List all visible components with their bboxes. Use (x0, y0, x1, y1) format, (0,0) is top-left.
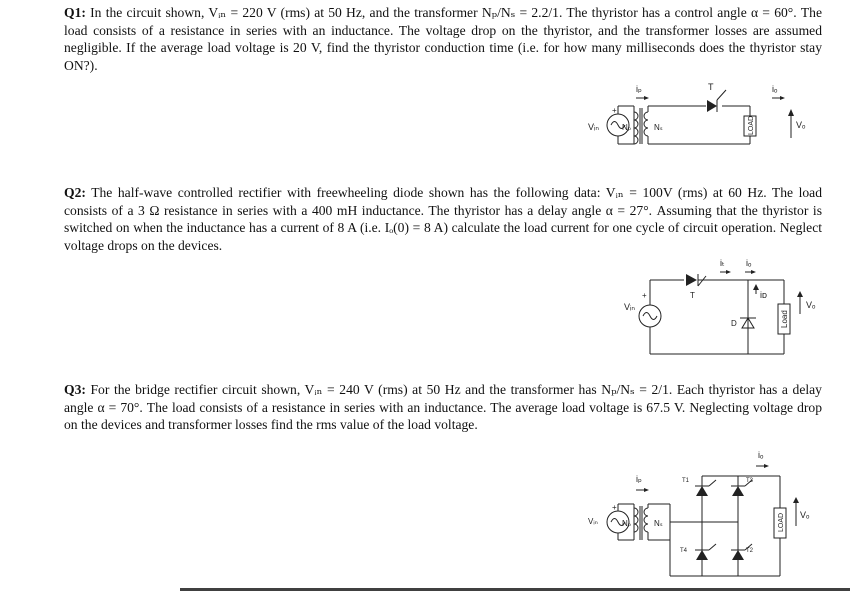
question-1-label: Q1: (64, 5, 86, 20)
q3-t1-label: T1 (682, 478, 690, 484)
q2-io-label: iₒ (746, 258, 752, 268)
question-3-text: For the bridge rectifier circuit shown, Vᵢₙ = 240 V (rms) at 50 Hz and the transformer has Nₚ/Nₛ = 2/1. Each thyristor has a delay angle α = 70°. The load consists of a resistance in series with an inductance. The average load voltage is 67.5 V. Neglecting voltage drop on the devices and transformer losses find the rms value of the load voltage. (64, 382, 822, 433)
q2-plus-label: + (642, 291, 647, 300)
q3-load-label: LOAD (778, 512, 785, 532)
q3-ip-label: iₚ (636, 474, 642, 484)
q1-load-label: LOAD (748, 115, 755, 135)
question-1 (64, 4, 822, 74)
q2-id-label: iᴅ (760, 290, 767, 300)
q3-ns-label: Nₛ (654, 519, 663, 528)
question-1-text: In the circuit shown, Vᵢₙ = 220 V (rms) at 50 Hz, and the transformer Nₚ/Nₛ = 2.2/1. The thyristor has a control angle α = 60°. The load consists of a resistance in series with an inductance. The voltage drop on the thyristor, and the transformer losses are assumed negligible. If the average load voltage is 20 V, find the thyristor conduction time (i.e. for how many milliseconds does the thyristor stay ON?). (64, 5, 822, 73)
q3-vo-label: Vₒ (800, 510, 810, 520)
q1-vin-label: Vᵢₙ (588, 122, 600, 132)
question-2-label: Q2: (64, 185, 86, 200)
q1-circuit-diagram (560, 76, 830, 156)
q3-io-label: iₒ (758, 450, 764, 460)
question-2 (64, 184, 822, 254)
question-2-text: The half-wave controlled rectifier with freewheeling diode shown has the following data: Vᵢₙ = 100V (rms) at 60 Hz. The load consists of a 3 Ω resistance in series with a 400 mH inductance. The thyristor has a delay angle α = 27°. Assuming that the thyristor is switched on when the inductance has a current of 8 A (i.e. Iₒ(0) = 8 A) calculate the load current for one cycle of circuit operation. Neglect voltage drops on the devices. (64, 185, 822, 253)
q3-circuit-diagram (560, 440, 830, 580)
question-3-label: Q3: (64, 382, 86, 397)
q2-vin-label: Vᵢₙ (624, 302, 636, 312)
q2-it-label: iₜ (720, 258, 725, 268)
q3-t3-label: T3 (746, 478, 754, 484)
q1-vo-label: Vₒ (796, 120, 806, 130)
q1-io-label: iₒ (772, 84, 778, 94)
q3-plus-label: + (612, 503, 617, 512)
q1-ip-label: iₚ (636, 84, 642, 94)
q3-np-label: Nₚ (622, 519, 632, 528)
question-3 (64, 381, 822, 434)
q2-vo-label: Vₒ (806, 300, 816, 310)
q2-circuit-diagram (600, 258, 830, 358)
q3-t2-label: T2 (746, 548, 754, 554)
q3-vin-label: Vᵢₙ (588, 517, 598, 526)
q2-load-label: Load (780, 310, 789, 328)
bottom-divider (180, 588, 850, 591)
q2-thyristor-label: T (690, 291, 695, 300)
q2-diode-label: D (731, 319, 737, 328)
q1-thyristor-label: T (708, 82, 714, 92)
q1-plus-label: + (612, 106, 617, 115)
q1-ns-label: Nₛ (654, 123, 663, 132)
q3-t4-label: T4 (680, 548, 688, 554)
q1-np-label: Nₚ (622, 123, 632, 132)
